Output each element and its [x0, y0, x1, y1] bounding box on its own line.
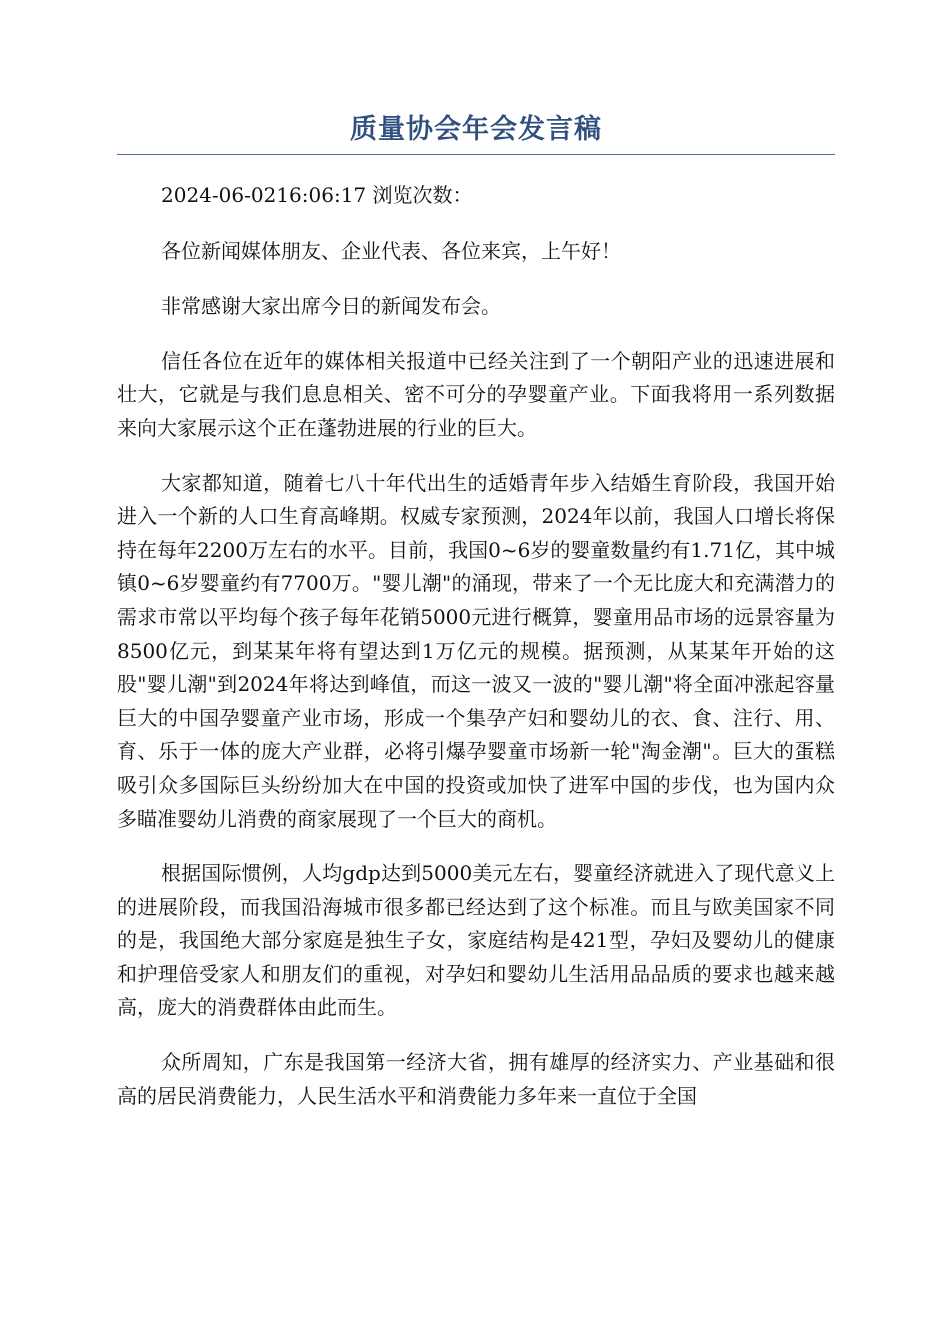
document-page — [117, 108, 835, 1113]
paragraph-industry-intro: 信任各位在近年的媒体相关报道中已经关注到了一个朝阳产业的迅速进展和壮大，它就是与我们息息相关、密不可分的孕婴童产业。下面我将用一系列数据来向大家展示这个正在蓬勃进展的行业的巨大。 — [117, 348, 835, 440]
meta-line: 2024-06-0216:06:17 浏览次数： — [161, 183, 473, 207]
paragraph-guangdong: 众所周知，广东是我国第一经济大省，拥有雄厚的经济实力、产业基础和很高的居民消费能力，人民生活水平和消费能力多年来一直位于全国 — [117, 1050, 835, 1108]
paragraph-international-practice: 根据国际惯例，人均gdp达到5000美元左右，婴童经济就进入了现代意义上的进展阶段，而我国沿海城市很多都已经达到了这个标准。而且与欧美国家不同的是，我国绝大部分家庭是独生子女，家庭结构是421型，孕妇及婴幼儿的健康和护理倍受家人和朋友们的重视，对孕妇和婴幼儿生活用品品质的要求也越来越高，庞大的消费群体由此而生。 — [117, 861, 835, 1020]
title-divider — [117, 154, 835, 155]
paragraph-greeting: 各位新闻媒体朋友、企业代表、各位来宾，上午好！ — [161, 238, 621, 263]
paragraph-baby-boom: 大家都知道，随着七八十年代出生的适婚青年步入结婚生育阶段，我国开始进入一个新的人口生育高峰期。权威专家预测，2024年以前，我国人口增长将保持在每年2200万左右的水平。目前，我国0~6岁的婴童数量约有1.71亿，其中城镇0~6岁婴童约有7700万。"婴儿潮"的涌现，带来了一个无比庞大和充满潜力的需求市常以平均每个孩子每年花销5000元进行概算，婴童用品市场的远景容量为8500亿元，到某某年将有望达到1万亿元的规模。据预测，从某某年开始的这股"婴儿潮"到2024年将达到峰值，而这一波又一波的"婴儿潮"将全面冲涨起容量巨大的中国孕婴童产业市场，形成一个集孕产妇和婴幼儿的衣、食、注行、用、育、乐于一体的庞大产业群，必将引爆孕婴童市场新一轮"淘金潮"。巨大的蛋糕吸引众多国际巨头纷纷加大在中国的投资或加快了进军中国的步伐，也为国内众多瞄准婴幼儿消费的商家展现了一个巨大的商机。 — [117, 470, 835, 831]
document-title: 质量协会年会发言稿 — [350, 114, 602, 145]
paragraph-thanks: 非常感谢大家出席今日的新闻发布会。 — [161, 294, 501, 319]
